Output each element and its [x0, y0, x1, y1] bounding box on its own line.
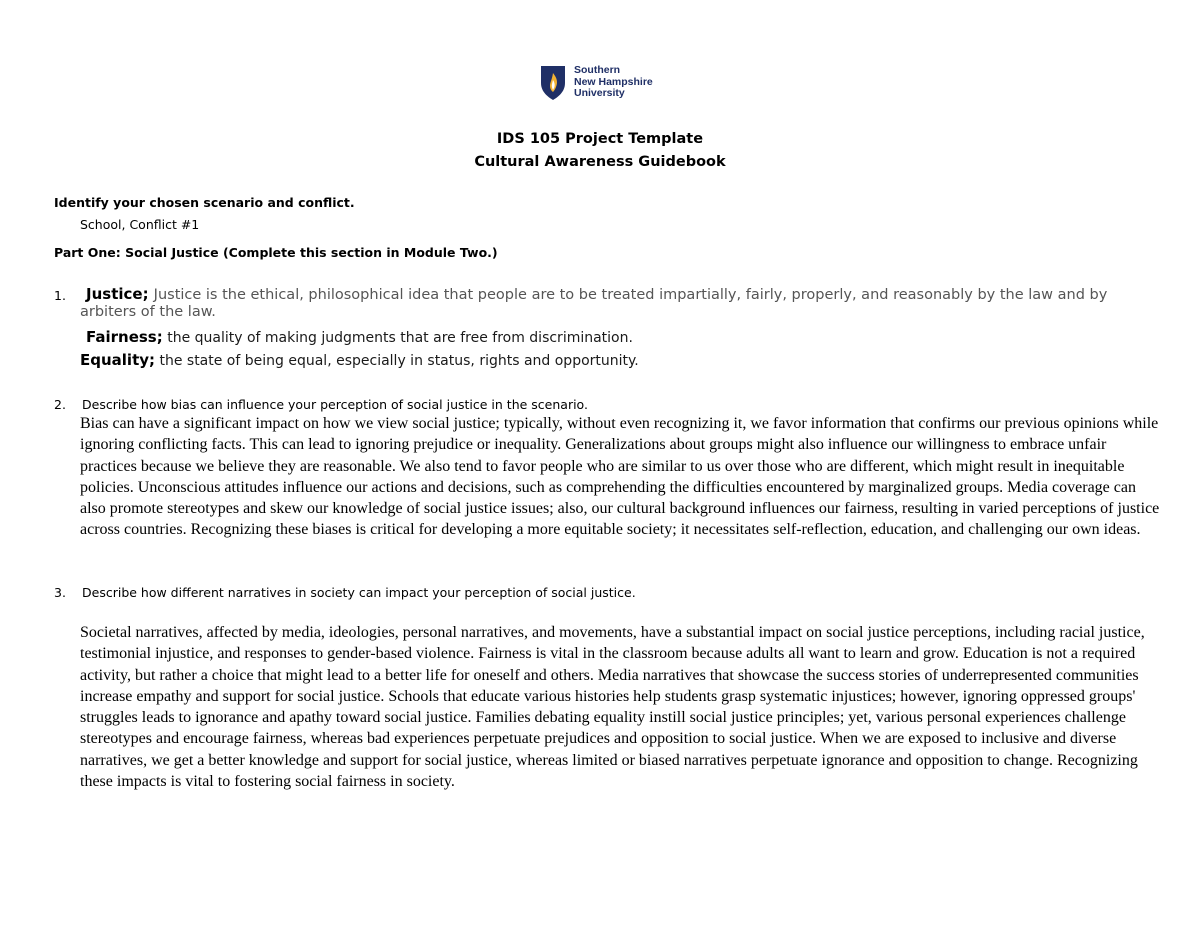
q3-prompt: Describe how different narratives in society can impact your perception of social justice.: [82, 585, 636, 600]
q1-equality-definition: [80, 351, 639, 369]
q2-prompt: Describe how bias can influence your perception of social justice in the scenario.: [82, 397, 588, 412]
q1-equality-text: the state of being equal, especially in status, rights and opportunity.: [159, 353, 639, 369]
snhu-logo: [540, 65, 680, 105]
document-subtitle: Cultural Awareness Guidebook: [474, 154, 726, 170]
q1-justice-text-cont: arbiters of the law.: [80, 304, 216, 320]
logo-line-1: Southern: [574, 64, 621, 76]
logo-wordmark: [574, 65, 653, 100]
q1-fairness-term: Fairness;: [86, 328, 163, 346]
q1-justice-definition: [86, 285, 1166, 304]
logo-line-3: University: [574, 87, 625, 99]
q1-justice-text: Justice is the ethical, philosophical idea that people are to be treated impartially, fairly, properly, and reasonably by the law and by: [153, 287, 1108, 303]
q1-equality-term: Equality;: [80, 351, 156, 369]
scenario-prompt: Identify your chosen scenario and conflict.: [54, 195, 355, 210]
q2-number: 2.: [54, 397, 66, 412]
q3-answer: Societal narratives, affected by media, ideologies, personal narratives, and movements, have a substantial impact on social justice perceptions, including racial justice, testimonial injustice, and responses to gender-based violence. Fairness is vital in the classroom because adults all want to learn and grow. Education is not a required activity, but rather a choice that might lead to a better life for oneself and others. Media narratives that showcase the success stories of underrepresented communities increase empathy and support for social justice. Schools that educate various histories help students grasp systematic injustices; however, ignoring oppressed groups' struggles leads to ignorance and apathy toward social justice. Families debating equality instill social justice principles; yet, various personal experiences challenge stereotypes and encourage fairness, whereas bad experiences perpetuate prejudices and opposition to social justice. When we are exposed to inclusive and diverse narratives, we get a better knowledge and support for social justice, whereas limited or biased narratives perpetuate ignorance and opposition to change. Recognizing these impacts is vital to fostering social fairness in society.: [80, 624, 1145, 791]
q1-fairness-definition: [86, 328, 633, 346]
q1-number: 1.: [54, 288, 66, 303]
document-title-block: [0, 128, 1200, 174]
logo-line-2: New Hampshire: [574, 75, 653, 88]
q1-fairness-text: the quality of making judgments that are free from discrimination.: [167, 330, 633, 346]
document-title: IDS 105 Project Template: [496, 131, 704, 147]
q3-number: 3.: [54, 585, 66, 600]
q2-answer: Bias can have a significant impact on how we view social justice; typically, without even recognizing it, we favor information that confirms our previous opinions while ignoring conflicting facts. This can lead to ignoring prejudice or inequality. Generalizations about groups might also influence our willingness to embrace unfair practices because we believe they are reasonable. We also tend to favor people who are similar to us over those who are different, which might result in inequitable policies. Unconscious attitudes influence our actions and decisions, such as comprehending the difficulties encountered by marginalized groups. Media coverage can also promote stereotypes and skew our knowledge of social justice issues; also, our cultural background influences our fairness, resulting in varied perceptions of justice across countries. Recognizing these biases is critical for developing a more equitable society; it necessitates self-reflection, education, and challenging our own ideas.: [80, 415, 1160, 539]
shield-flame-icon: [540, 65, 566, 101]
scenario-answer: School, Conflict #1: [80, 217, 200, 232]
q1-justice-term: Justice;: [86, 285, 149, 303]
part-one-heading: Part One: Social Justice (Complete this section in Module Two.): [54, 245, 498, 260]
